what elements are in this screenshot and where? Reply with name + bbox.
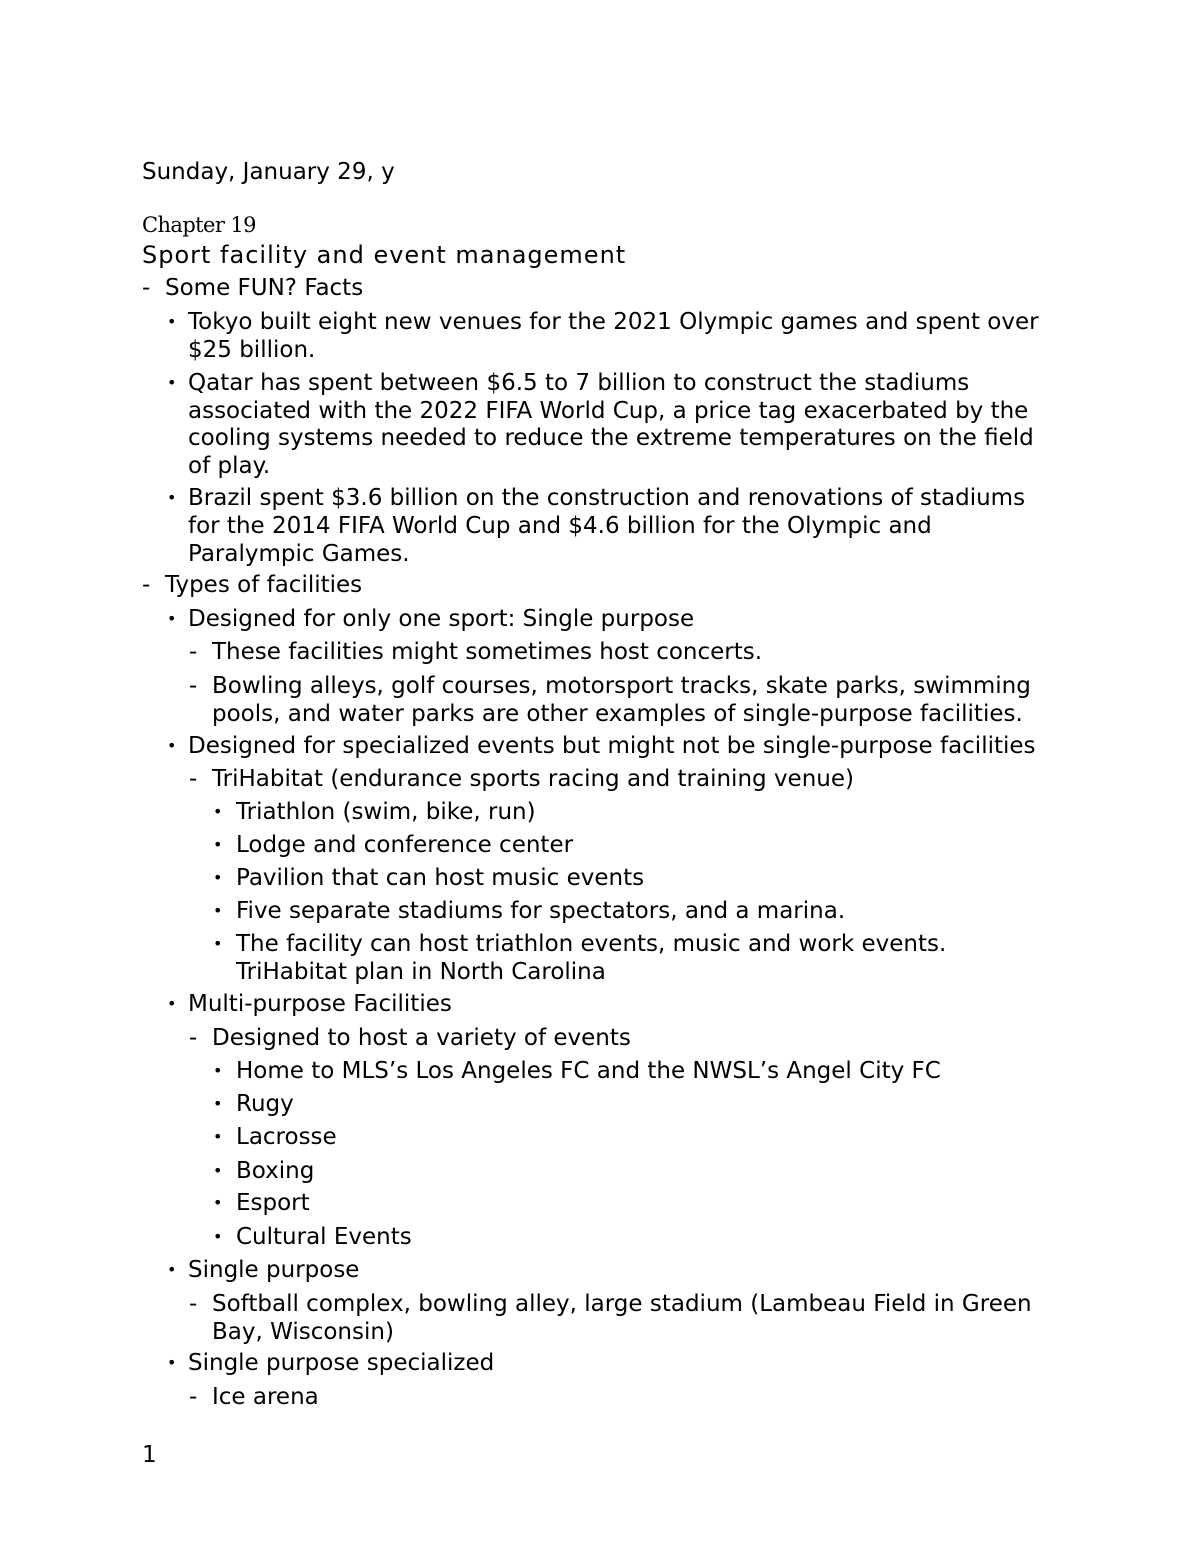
list-item-text: for the 2014 FIFA World Cup and $4.6 billion for the Olympic and [188,513,932,539]
list-item-text: cooling systems needed to reduce the extreme temperatures on the field [188,425,1034,451]
list-item-text: TriHabitat plan in North Carolina [236,959,606,985]
dash-marker: - [189,673,198,699]
bullet-marker: • [213,802,223,821]
list-item-text: Ice arena [212,1384,319,1410]
list-item-text: Single purpose specialized [188,1350,495,1376]
bullet-marker: • [213,1193,223,1212]
list-item-text: Paralympic Games. [188,541,410,567]
list-item-text: Single purpose [188,1257,360,1283]
list-item-text: Qatar has spent between $6.5 to 7 billion to construct the stadiums [188,370,970,396]
list-item-text: Pavilion that can host music events [236,865,645,891]
dash-marker: - [189,639,198,665]
dash-marker: - [189,1025,198,1051]
list-item-text: Multi-purpose Facilities [188,991,452,1017]
dash-marker: - [189,1384,198,1410]
list-item-text: TriHabitat (endurance sports racing and training venue) [212,766,854,792]
dash-marker: - [189,1291,198,1317]
list-item-text: Tokyo built eight new venues for the 2021 Olympic games and spent over [188,309,1039,335]
list-item-text: Types of facilities [165,572,363,598]
list-item-text: Rugy [236,1091,294,1117]
bullet-marker: • [167,609,177,628]
list-item-text: Designed for only one sport: Single purpose [188,606,695,632]
section-heading: Sport facility and event management [142,241,627,269]
page-number: 1 [142,1442,157,1468]
dash-marker: - [142,572,151,598]
bullet-marker: • [167,994,177,1013]
list-item-text: pools, and water parks are other examples of single-purpose facilities. [212,701,1023,727]
list-item-text: Five separate stadiums for spectators, and a marina. [236,898,846,924]
bullet-marker: • [213,901,223,920]
bullet-marker: • [167,1260,177,1279]
chapter-label: Chapter 19 [142,213,256,237]
list-item-text: Designed for specialized events but might not be single-purpose facilities [188,733,1036,759]
list-item-text: Bay, Wisconsin) [212,1319,394,1345]
date-line: Sunday, January 29, y [142,159,395,185]
bullet-marker: • [167,488,177,507]
bullet-marker: • [213,934,223,953]
list-item-text: Softball complex, bowling alley, large stadium (Lambeau Field in Green [212,1291,1032,1317]
list-item-text: associated with the 2022 FIFA World Cup, a price tag exacerbated by the [188,398,1029,424]
bullet-marker: • [213,1227,223,1246]
bullet-marker: • [213,868,223,887]
list-item-text: Home to MLS’s Los Angeles FC and the NWSL’s Angel City FC [236,1058,941,1084]
list-item-text: Cultural Events [236,1224,412,1250]
bullet-marker: • [213,1161,223,1180]
list-item-text: Triathlon (swim, bike, run) [236,799,536,825]
list-item-text: of play. [188,453,271,479]
list-item-text: These facilities might sometimes host concerts. [212,639,763,665]
list-item-text: Lacrosse [236,1124,337,1150]
list-item-text: The facility can host triathlon events, music and work events. [236,931,947,957]
list-item-text: Boxing [236,1158,315,1184]
list-item-text: Designed to host a variety of events [212,1025,631,1051]
dash-marker: - [142,275,151,301]
dash-marker: - [189,766,198,792]
list-item-text: $25 billion. [188,337,316,363]
list-item-text: Bowling alleys, golf courses, motorsport tracks, skate parks, swimming [212,673,1031,699]
bullet-marker: • [167,1353,177,1372]
list-item-text: Lodge and conference center [236,832,574,858]
bullet-marker: • [213,1127,223,1146]
bullet-marker: • [213,1061,223,1080]
list-item-text: Some FUN? Facts [165,275,364,301]
bullet-marker: • [213,1094,223,1113]
bullet-marker: • [213,835,223,854]
bullet-marker: • [167,736,177,755]
list-item-text: Brazil spent $3.6 billion on the construction and renovations of stadiums [188,485,1026,511]
bullet-marker: • [167,373,177,392]
list-item-text: Esport [236,1190,310,1216]
bullet-marker: • [167,312,177,331]
